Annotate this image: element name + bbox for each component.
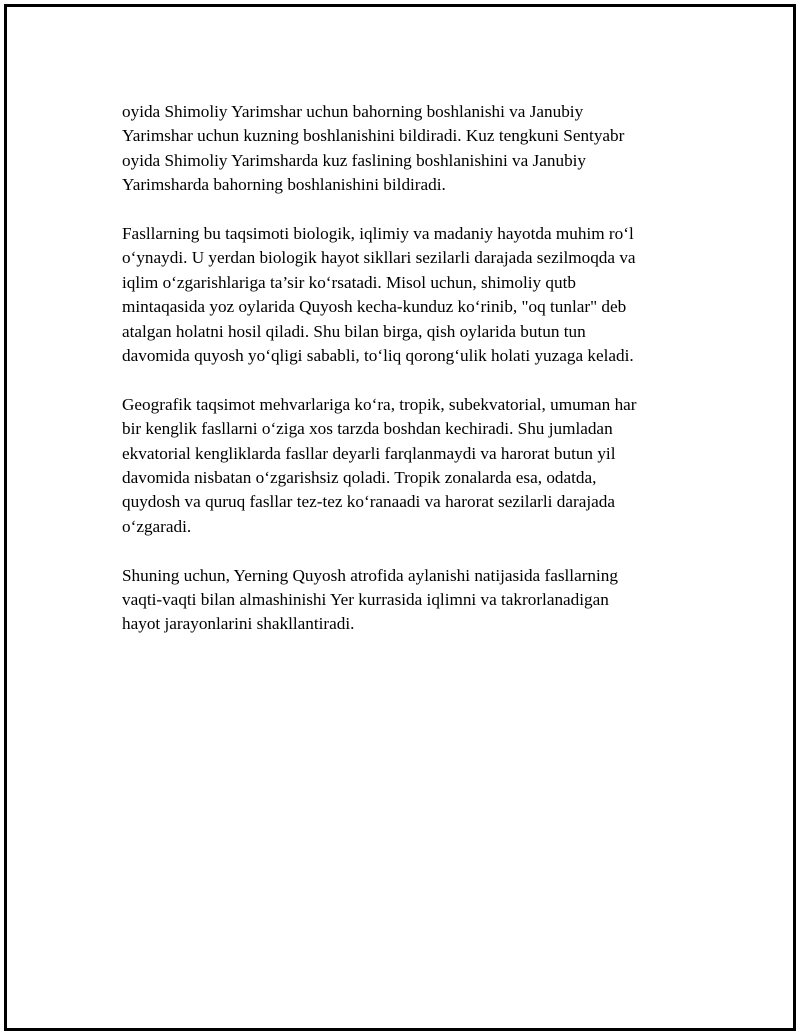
text-line: davomida quyosh yo‘qligi sababli, to‘liq qorong‘ulik holati yuzaga keladi.: [122, 346, 634, 366]
text-line: oyida Shimoliy Yarimsharda kuz faslining boshlanishini va Janubiy: [122, 150, 587, 170]
text-line: hayot jarayonlarini shakllantiradi.: [122, 614, 355, 634]
text-line: Shuning uchun, Yerning Quyosh atrofida aylanishi natijasida fasllarning: [122, 565, 618, 585]
paragraph-4: [122, 564, 702, 637]
text-line: quydosh va quruq fasllar tez-tez ko‘ranaadi va harorat sezilarli darajada: [122, 492, 615, 512]
text-line: o‘ynaydi. U yerdan biologik hayot sikllari sezilarli darajada sezilmoqda va: [122, 248, 636, 268]
paragraph-2: [122, 222, 702, 368]
text-line: Fasllarning bu taqsimoti biologik, iqlimiy va madaniy hayotda muhim ro‘l: [122, 224, 634, 244]
page-border: [4, 4, 796, 1031]
paragraph-3: [122, 393, 702, 539]
text-line: Yarimshar uchun kuzning boshlanishini bildiradi. Kuz tengkuni Sentyabr: [122, 126, 625, 146]
text-line: iqlim o‘zgarishlariga ta’sir ko‘rsatadi. Misol uchun, shimoliy qutb: [122, 272, 576, 292]
paragraph-1: [122, 100, 702, 198]
text-line: davomida nisbatan o‘zgarishsiz qoladi. Tropik zonalarda esa, odatda,: [122, 468, 597, 488]
text-line: mintaqasida yoz oylarida Quyosh kecha-kunduz ko‘rinib, "oq tunlar" deb: [122, 297, 627, 317]
text-line: o‘zgaradi.: [122, 516, 192, 536]
text-line: atalgan holatni hosil qiladi. Shu bilan birga, qish oylarida butun tun: [122, 321, 586, 341]
text-line: Geografik taqsimot mehvarlariga ko‘ra, tropik, subekvatorial, umuman har: [122, 394, 637, 414]
text-line: ekvatorial kengliklarda fasllar deyarli farqlanmaydi va harorat butun yil: [122, 443, 616, 463]
text-line: oyida Shimoliy Yarimshar uchun bahorning boshlanishi va Janubiy: [122, 102, 584, 121]
document-body: [122, 100, 702, 661]
text-line: vaqti-vaqti bilan almashinishi Yer kurrasida iqlimni va takrorlanadigan: [122, 590, 609, 610]
text-line: bir kenglik fasllarni o‘ziga xos tarzda boshdan kechiradi. Shu jumladan: [122, 419, 613, 439]
text-line: Yarimsharda bahorning boshlanishini bildiradi.: [122, 175, 446, 195]
